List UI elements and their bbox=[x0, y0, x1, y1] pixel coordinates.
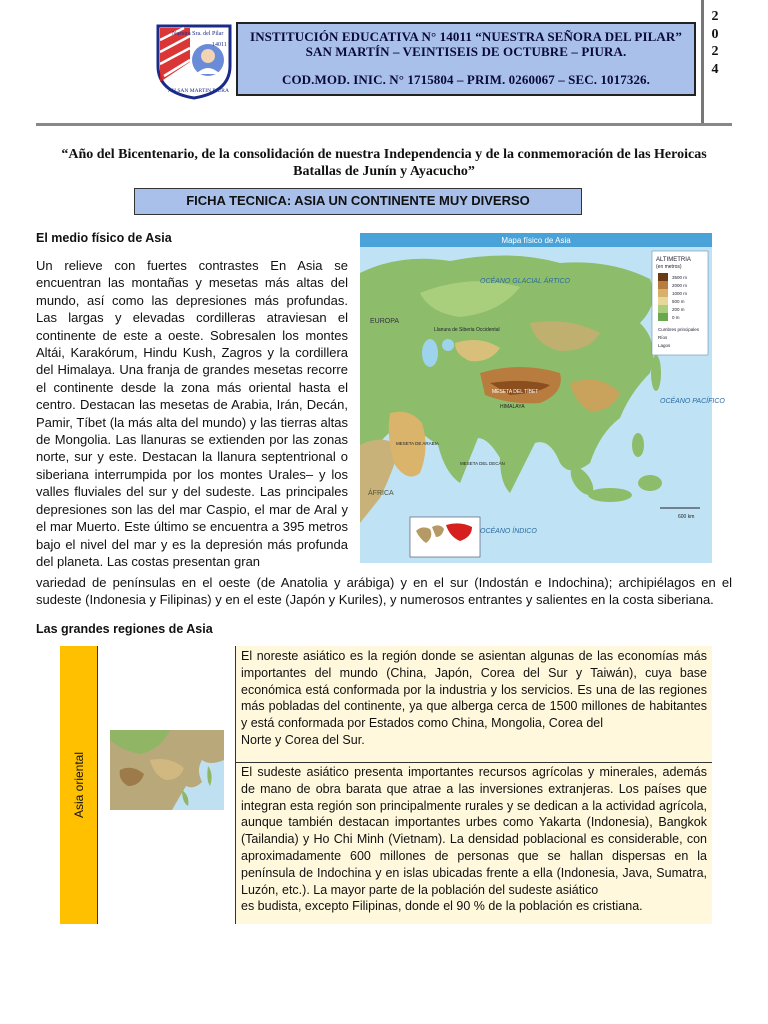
region-label-cell bbox=[60, 646, 98, 924]
year-digit: 2 bbox=[711, 9, 719, 24]
map-legend-level: 2000 m bbox=[672, 283, 688, 288]
school-logo bbox=[150, 22, 236, 100]
asia-physical-map bbox=[360, 233, 725, 563]
physical-paragraph-continued: variedad de penínsulas en el oeste (de Anatolia y arábiga) y en el sur (Indostán e Indochina); archipiélagos en el sudeste (Indonesia y Filipinas) y en el este (Japón y Kuriles), y numerosos entrantes y salientes en la costa siberiana. bbox=[36, 575, 732, 608]
header-rule bbox=[36, 123, 732, 126]
year-motto: “Año del Bicentenario, de la consolidación de nuestra Independencia y de la conmemoración de las Heroicas Batallas de Junín y Ayacucho” bbox=[61, 147, 707, 179]
physical-paragraph: Un relieve con fuertes contrastes En Asia se encuentran las montañas y mesetas más altas del mundo, así como las depresiones más profundas. Las largas y elevadas cordilleras atraviesan el continente de este a oeste. Sobresalen los montes Altái, Karakórum, Hindu Kush, Zagros y la cordillera del Himalaya. Una franja de grandes mesetas recorre el continente desde la zona más oriental hasta el centro. Destacan las mesetas de Arabia, Irán, Decán, Pamir, Tíbet (la más alta del mundo) y las tierras altas de Mongolia. Las llanuras se extienden por las zonas norte, sur y este. Destacan la llanura septentrional o siberiana interrumpida por los montes Urales– y los valles fluviales del sur y del sudeste. Las principales depresiones son las del mar Caspio, el mar de Aral y el mar Muerto. Este último se encuentra a 395 metros bajo el nivel del mar y es la depresión más profunda del planeta. Las costas presentan gran bbox=[36, 258, 348, 569]
map-label-himalaya: HIMALAYA bbox=[500, 404, 525, 410]
map-title: Mapa físico de Asia bbox=[501, 236, 571, 245]
school-location: SAN MARTÍN – VEINTISEIS DE OCTUBRE – PIURA. bbox=[305, 44, 627, 59]
map-legend-extra: Ríos bbox=[658, 335, 668, 340]
map-legend-title: ALTIMETRIA bbox=[656, 257, 691, 263]
southeast-asia-text-tail: es budista, excepto Filipinas, donde el 90 % de la población es cristiana. bbox=[241, 899, 643, 914]
southeast-asia-cell bbox=[236, 763, 712, 924]
northeast-asia-text-tail: Norte y Corea del Sur. bbox=[241, 732, 365, 747]
map-label-decan: MESETA DEL DECÁN bbox=[460, 461, 505, 466]
east-asia-map-thumbnail bbox=[110, 730, 224, 810]
map-legend-extra: Cumbres principales bbox=[658, 327, 700, 332]
map-legend-sub: (en metros) bbox=[656, 264, 682, 270]
map-legend-level: 1000 m bbox=[672, 291, 688, 296]
year-digit: 2 bbox=[711, 44, 719, 59]
year-digit: 4 bbox=[711, 61, 719, 77]
southeast-asia-text: El sudeste asiático presenta importantes recursos agrícolas y minerales, además de mano de obra barata que atrae a las inversiones extranjeras. Los países que integran esta región son principalmente rurales y se dedican a la actividad agrícola, aunque también destacan importantes urbes como Yakarta (Indonesia), Bangkok (Tailandia) y Ho Chi Minh (Vietnam). La densidad poblacional es considerable, con aproximadamente 600 millones de personas que se hallan dispersas en la península de Indochina y en islas ubicadas frente a ella (Indonesia, Java, Sumatra, Luzón, etc.). La mayor parte de la población del sudeste asiático bbox=[241, 765, 707, 897]
logo-bottom-text: AH.SAN MARTIN PIURA bbox=[168, 88, 229, 94]
northeast-asia-cell bbox=[236, 646, 712, 763]
map-label-arctic: OCÉANO GLACIAL ÁRTICO bbox=[480, 278, 570, 285]
header-divider bbox=[701, 0, 704, 124]
map-label-indian: OCÉANO ÍNDICO bbox=[480, 528, 537, 535]
section-heading-physical: El medio físico de Asia bbox=[36, 231, 172, 245]
logo-top-text: Nuestra Sra. del Pilar bbox=[172, 31, 224, 37]
region-label: Asia oriental bbox=[71, 751, 86, 819]
year-digit: 0 bbox=[711, 26, 719, 42]
map-legend-level: 3500 m bbox=[672, 275, 688, 280]
year-vertical bbox=[708, 8, 722, 78]
northeast-asia-text: El noreste asiático es la región donde se asientan algunas de las economías más importantes del mundo (China, Japón, Corea del Sur y Taiwán), cuya base económica está conformada por la industria y los servicios. Es una de las regiones más pobladas del continente, ya que alberga cerca de 1500 millones de habitantes y está conformada por Estados como China, Mongolia, Corea del bbox=[241, 649, 707, 731]
map-label-siberia: Llanura de Siberia Occidental bbox=[434, 327, 500, 333]
map-label-arabia: MESETA DE ARABIA bbox=[396, 441, 439, 446]
map-label-europe: EUROPA bbox=[370, 318, 400, 325]
map-legend-level: 0 m bbox=[672, 315, 680, 320]
logo-code: 14011 bbox=[212, 42, 227, 48]
school-header-box bbox=[236, 22, 696, 96]
section-heading-regions: Las grandes regiones de Asia bbox=[36, 622, 213, 636]
ficha-title: FICHA TECNICA: ASIA UN CONTINENTE MUY DIVERSO bbox=[134, 188, 582, 215]
school-name: INSTITUCIÓN EDUCATIVA N° 14011 “NUESTRA SEÑORA DEL PILAR” bbox=[250, 29, 682, 44]
map-scale: 600 km bbox=[678, 514, 695, 520]
school-codes: COD.MOD. INIC. N° 1715804 – PRIM. 0260067 – SEC. 1017326. bbox=[281, 72, 651, 87]
map-legend-level: 200 m bbox=[672, 307, 685, 312]
map-label-africa: ÁFRICA bbox=[368, 490, 394, 497]
map-legend-level: 500 m bbox=[672, 299, 685, 304]
map-legend-extra: Lagos bbox=[658, 343, 671, 348]
map-label-tibet: MESETA DEL TÍBET bbox=[492, 389, 539, 395]
map-label-pacific: OCÉANO PACÍFICO bbox=[660, 398, 725, 405]
